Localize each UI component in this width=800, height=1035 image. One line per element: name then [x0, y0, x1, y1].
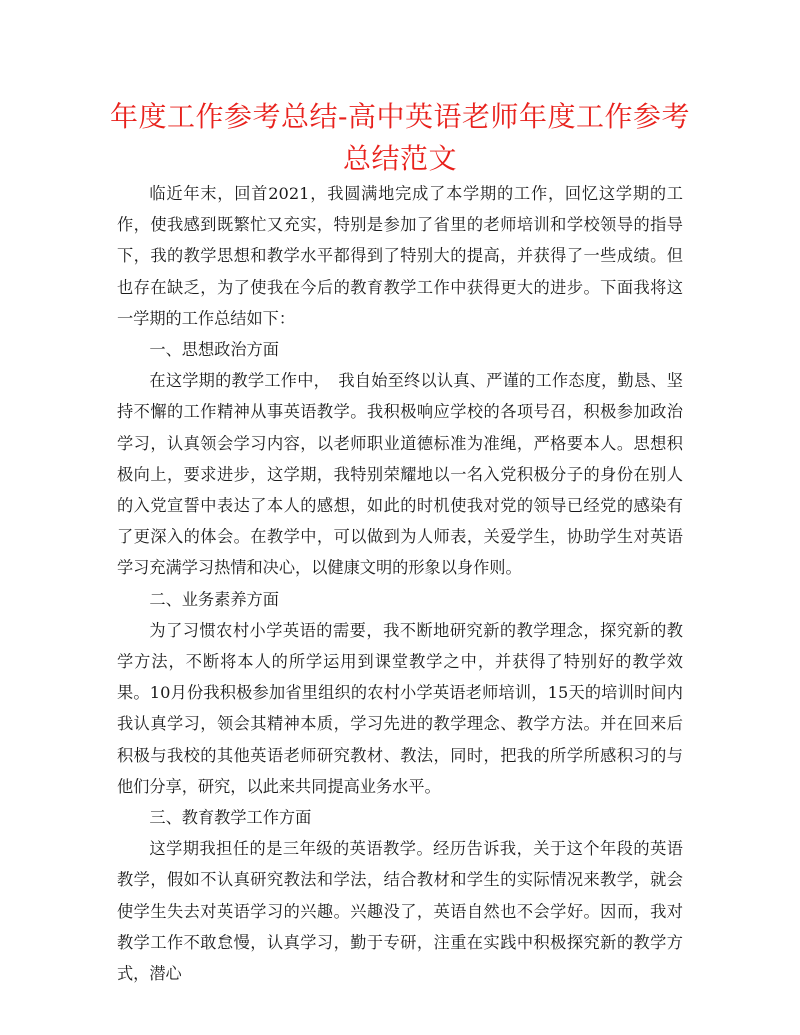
document-body: [117, 178, 683, 989]
section-heading-politics: 一、思想政治方面: [149, 340, 279, 360]
professional-paragraph: 为了习惯农村小学英语的需要，我不断地研究新的教学理念，探究新的教学方法，不断将本人的所学运用到课堂教学之中，并获得了特别好的教学效果。10月份我积极参加省里组织的农村小学英语老师培训，15天的培训时间内我认真学习，领会其精神本质，学习先进的教学理念、教学方法。并在回来后积极与我校的其他英语老师研究教材、教法，同时，把我的所学所感积习的与他们分享，研究，以此来共同提高业务水平。: [117, 620, 683, 796]
document-title: 年度工作参考总结-高中英语老师年度工作参考总结范文: [110, 100, 690, 175]
section-heading-teaching: 三、教育教学工作方面: [149, 808, 312, 828]
section-heading-professional: 二、业务素养方面: [149, 589, 279, 609]
politics-paragraph: 在这学期的教学工作中， 我自始至终以认真、严谨的工作态度，勤恳、坚持不懈的工作精神从事英语教学。我积极响应学校的各项号召，积极参加政治学习，认真领会学习内容，以老师职业道德标准为准绳，严格要本人。思想积极向上，要求进步，这学期，我特别荣耀地以一名入党积极分子的身份在别人的入党宣誓中表达了本人的感想，如此的时机使我对党的领导已经党的感染有了更深入的体会。在教学中，可以做到为人师表，关爱学生，协助学生对英语学习充满学习热情和决心，以健康文明的形象以身作则。: [117, 371, 683, 578]
intro-paragraph: 临近年末，回首2021，我圆满地完成了本学期的工作，回忆这学期的工作，使我感到既繁忙又充实，特别是参加了省里的老师培训和学校领导的指导下，我的教学思想和教学水平都得到了特别大的提高，并获得了一些成绩。但也存在缺乏，为了使我在今后的教育教学工作中获得更大的进步。下面我将这一学期的工作总结如下：: [117, 184, 683, 328]
teaching-paragraph: 这学期我担任的是三年级的英语教学。经历告诉我，关于这个年段的英语教学，假如不认真研究教法和学法，结合教材和学生的实际情况来教学，就会使学生失去对英语学习的兴趣。兴趣没了，英语自然也不会学好。因而，我对教学工作不敢怠慢，认真学习，勤于专研，注重在实践中积极探究新的教学方式，潜心: [117, 839, 683, 984]
